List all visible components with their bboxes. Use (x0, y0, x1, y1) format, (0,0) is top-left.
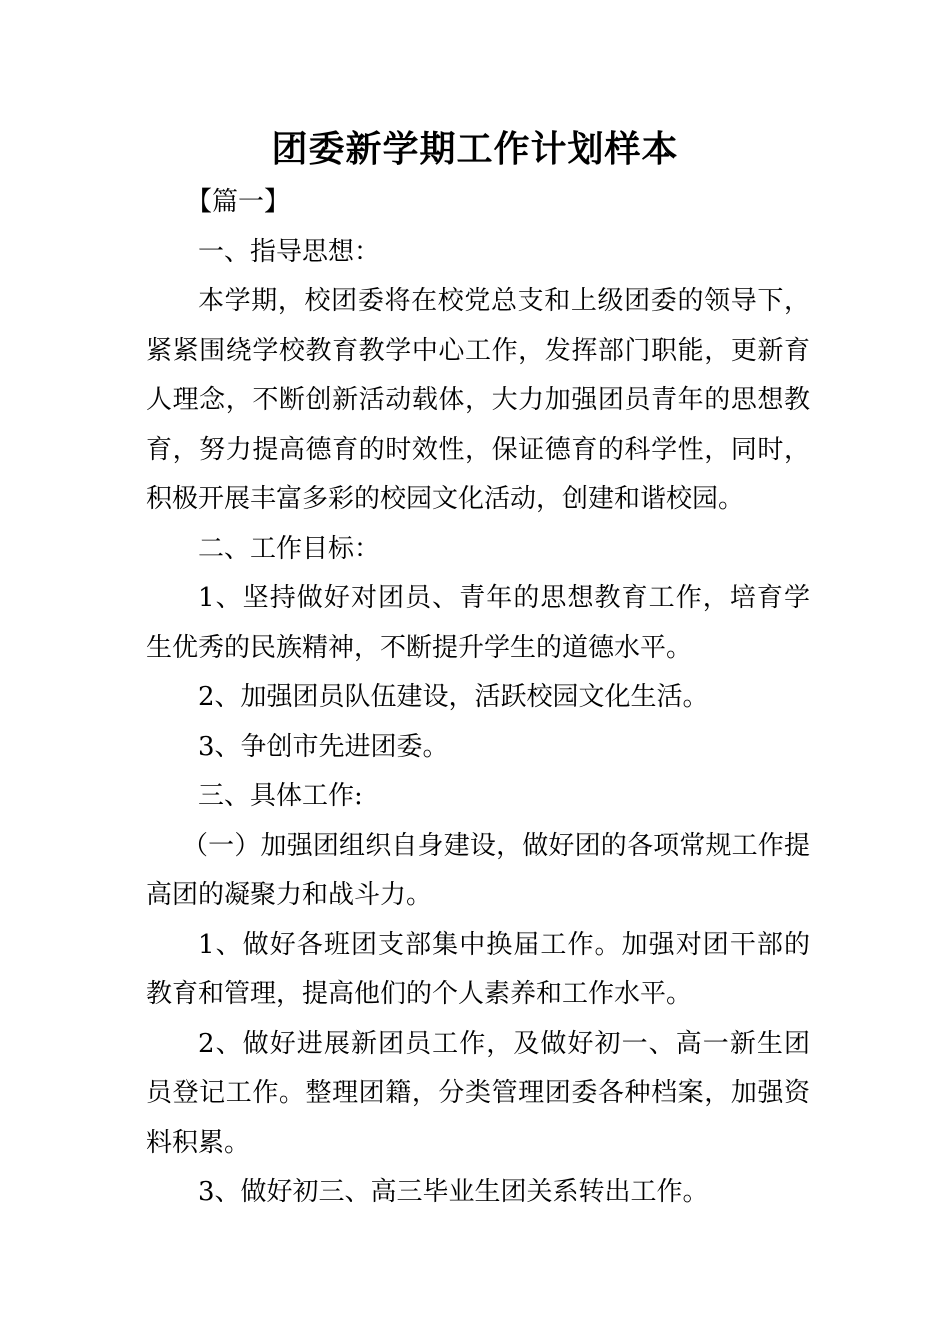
heading-guiding-ideology: 一、指导思想： (198, 236, 381, 267)
document-title: 团委新学期工作计划样本 (271, 129, 679, 170)
heading-work-goals: 二、工作目标： (198, 533, 381, 564)
subheading-org-building: （一）加强团组织自身建设，做好团的各项常规工作提高团的凝聚力和战斗力。 (146, 830, 810, 910)
document-body (146, 178, 810, 1218)
work-item-1: 1、做好各班团支部集中换届工作。加强对团干部的教育和管理，提高他们的个人素养和工作水平。 (146, 929, 810, 1009)
goal-item-1: 1、坚持做好对团员、青年的思想教育工作，培育学生优秀的民族精神，不断提升学生的道德水平。 (146, 583, 810, 663)
heading-specific-work: 三、具体工作: (198, 781, 363, 811)
work-item-2: 2、做好进展新团员工作，及做好初一、高一新生团员登记工作。整理团籍，分类管理团委各种档案，加强资料积累。 (146, 1028, 810, 1158)
section-tag: 【篇一】 (186, 187, 291, 217)
goal-item-2: 2、加强团员队伍建设，活跃校园文化生活。 (198, 682, 709, 712)
work-item-3: 3、做好初三、高三毕业生团关系转出工作。 (198, 1177, 709, 1207)
paragraph-guiding-ideology: 本学期，校团委将在校党总支和上级团委的领导下，紧紧围绕学校教育教学中心工作，发挥部门职能，更新育人理念，不断创新活动载体，大力加强团员青年的思想教育，努力提高德育的时效性，保证德育的科学性，同时，积极开展丰富多彩的校园文化活动，创建和谐校园。 (146, 286, 810, 514)
goal-item-3: 3、争创市先进团委。 (198, 731, 449, 762)
